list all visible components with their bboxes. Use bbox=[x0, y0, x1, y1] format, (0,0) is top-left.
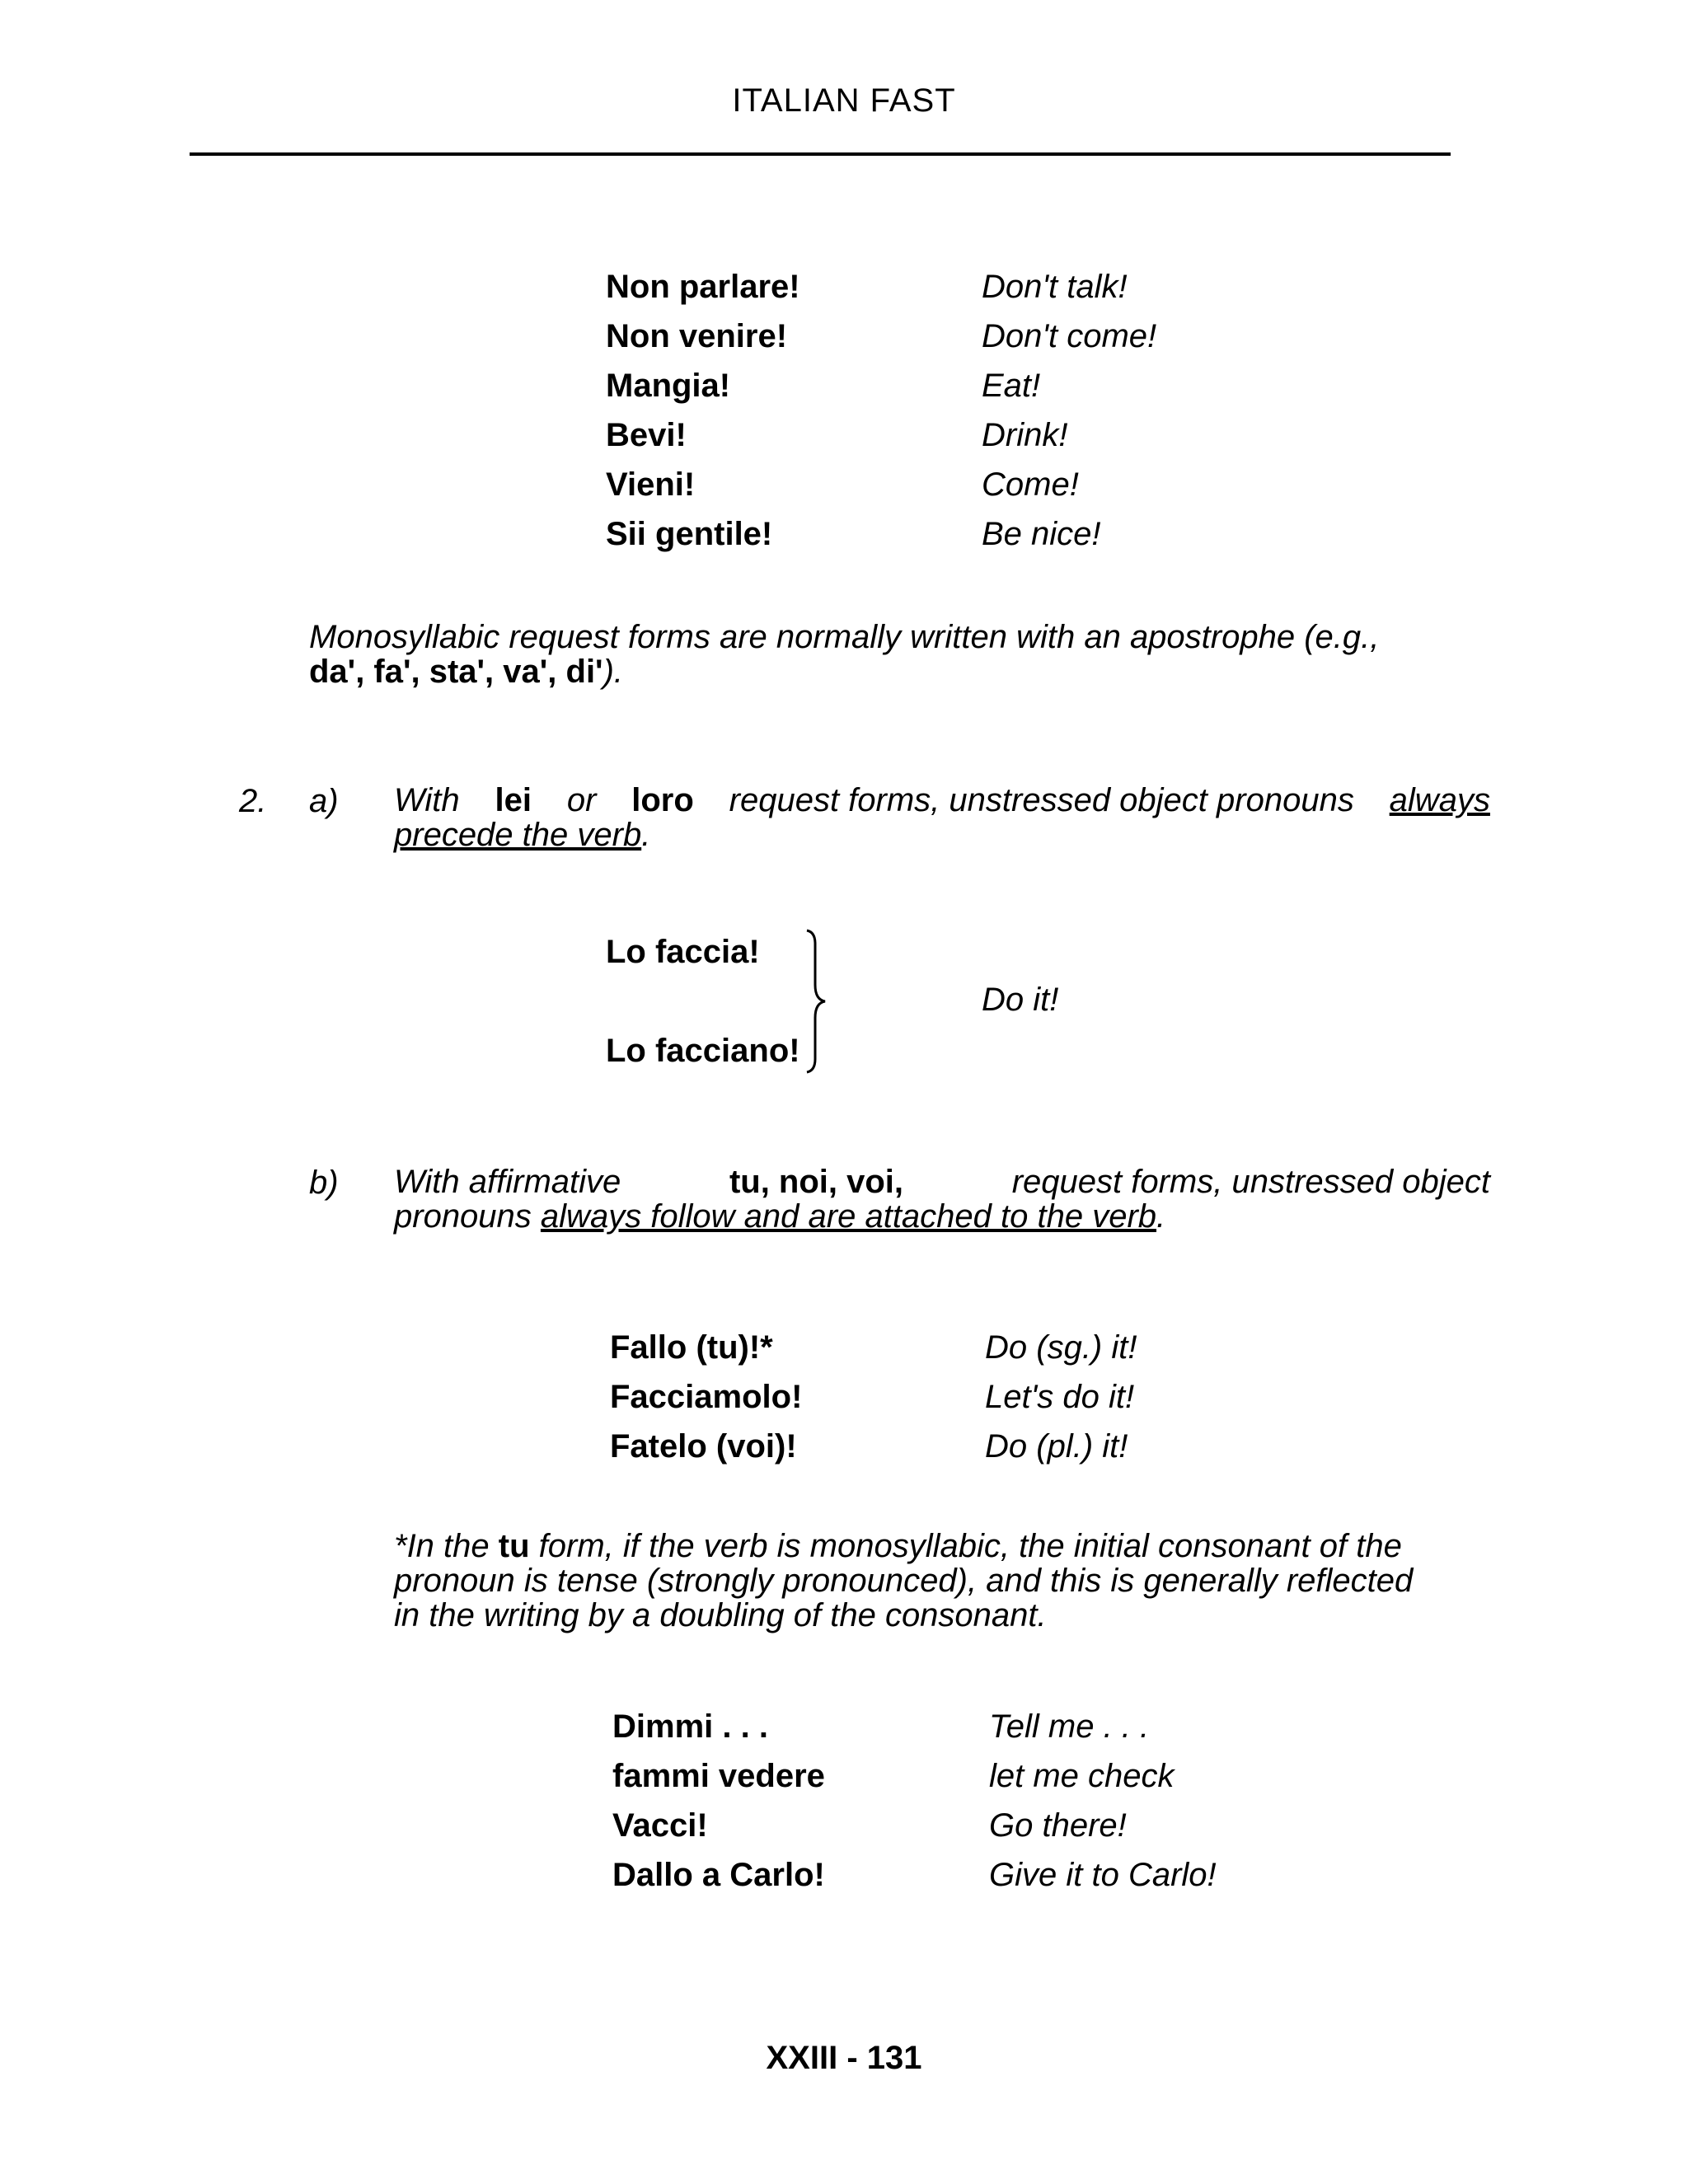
text-span: request forms, unstressed object bbox=[1011, 1164, 1490, 1200]
imperative-table bbox=[606, 262, 1265, 559]
italian-phrase: Lo faccia! bbox=[606, 934, 760, 970]
text-span: request forms, unstressed object pronouns bbox=[729, 782, 1354, 818]
page-number: XXIII - 131 bbox=[766, 2040, 922, 2076]
text-span: . bbox=[1156, 1198, 1166, 1235]
footnote-line: pronoun is tense (strongly pronounced), and this is generally reflected bbox=[394, 1563, 1414, 1599]
italian-phrase: Mangia! bbox=[606, 368, 731, 404]
subpoint-a-line2 bbox=[394, 818, 1490, 852]
italian-phrase: Dallo a Carlo! bbox=[612, 1857, 825, 1893]
english-translation: Tell me . . . bbox=[989, 1708, 1150, 1745]
bold-term: loro bbox=[631, 782, 694, 818]
english-translation: Do (sg.) it! bbox=[985, 1329, 1137, 1366]
text-span: pronouns bbox=[394, 1198, 541, 1235]
apostrophe-forms: da', fa', sta', va', di' bbox=[309, 654, 603, 690]
brace-icon bbox=[804, 927, 837, 1076]
footnote-line: in the writing by a doubling of the consonant. bbox=[394, 1597, 1047, 1633]
italian-phrase: Bevi! bbox=[606, 417, 687, 453]
text-span: . bbox=[641, 817, 651, 853]
english-translation: Don't talk! bbox=[982, 269, 1128, 305]
lei-loro-table bbox=[606, 927, 1183, 1092]
running-header: ITALIAN FAST bbox=[732, 82, 956, 119]
italian-phrase: Vacci! bbox=[612, 1807, 708, 1844]
english-translation: Give it to Carlo! bbox=[989, 1857, 1217, 1893]
footnote-line bbox=[394, 1529, 1498, 1563]
text-span: With affirmative bbox=[394, 1164, 621, 1200]
italian-phrase: Facciamolo! bbox=[610, 1379, 803, 1415]
text-span: *In the bbox=[394, 1528, 499, 1564]
subpoint-a-line1 bbox=[394, 783, 1490, 818]
underlined-text: always bbox=[1389, 782, 1490, 818]
bold-term: tu, noi, voi, bbox=[729, 1164, 904, 1200]
italian-phrase: Lo facciano! bbox=[606, 1033, 800, 1069]
subpoint-a-text bbox=[394, 783, 1490, 852]
note-line-end: ). bbox=[603, 654, 623, 690]
note-line: Monosyllabic request forms are normally written with an apostrophe (e.g., bbox=[309, 619, 1380, 655]
italian-phrase: fammi vedere bbox=[612, 1758, 825, 1794]
text-span: With bbox=[394, 782, 460, 818]
italian-phrase: Fallo (tu)!* bbox=[610, 1329, 773, 1366]
english-translation: Let's do it! bbox=[985, 1379, 1135, 1415]
subpoint-a-marker: a) bbox=[309, 783, 339, 819]
note-line bbox=[309, 654, 1504, 689]
english-translation: Come! bbox=[982, 466, 1079, 503]
english-translation: Drink! bbox=[982, 417, 1068, 453]
attached-pronoun-table bbox=[610, 1323, 1269, 1471]
footnote bbox=[394, 1529, 1498, 1633]
underlined-text: precede the verb bbox=[394, 817, 642, 853]
italian-phrase: Non venire! bbox=[606, 318, 788, 354]
subpoint-b-marker: b) bbox=[309, 1165, 339, 1201]
subpoint-b-line2 bbox=[394, 1199, 1490, 1234]
italian-phrase: Fatelo (voi)! bbox=[610, 1428, 797, 1465]
english-translation: Eat! bbox=[982, 368, 1041, 404]
monosyllabic-note bbox=[309, 620, 1504, 689]
bold-term: tu bbox=[498, 1528, 530, 1564]
italian-phrase: Dimmi . . . bbox=[612, 1708, 768, 1745]
english-translation: let me check bbox=[989, 1758, 1175, 1794]
bold-term: lei bbox=[495, 782, 532, 818]
english-translation: Go there! bbox=[989, 1807, 1127, 1844]
text-span: or bbox=[566, 782, 597, 818]
text-span: form, if the verb is monosyllabic, the initial consonant of the bbox=[529, 1528, 1402, 1564]
italian-phrase: Sii gentile! bbox=[606, 516, 773, 552]
english-translation: Do it! bbox=[982, 982, 1059, 1018]
point-number: 2. bbox=[239, 783, 267, 819]
doubling-examples-table bbox=[612, 1702, 1354, 1900]
subpoint-b-text bbox=[394, 1165, 1490, 1234]
subpoint-b-line1 bbox=[394, 1165, 1490, 1199]
english-translation: Do (pl.) it! bbox=[985, 1428, 1128, 1465]
italian-phrase: Non parlare! bbox=[606, 269, 800, 305]
header-rule bbox=[190, 152, 1451, 156]
english-translation: Don't come! bbox=[982, 318, 1157, 354]
underlined-text: always follow and are attached to the verb bbox=[540, 1198, 1157, 1235]
italian-phrase: Vieni! bbox=[606, 466, 696, 503]
english-translation: Be nice! bbox=[982, 516, 1101, 552]
